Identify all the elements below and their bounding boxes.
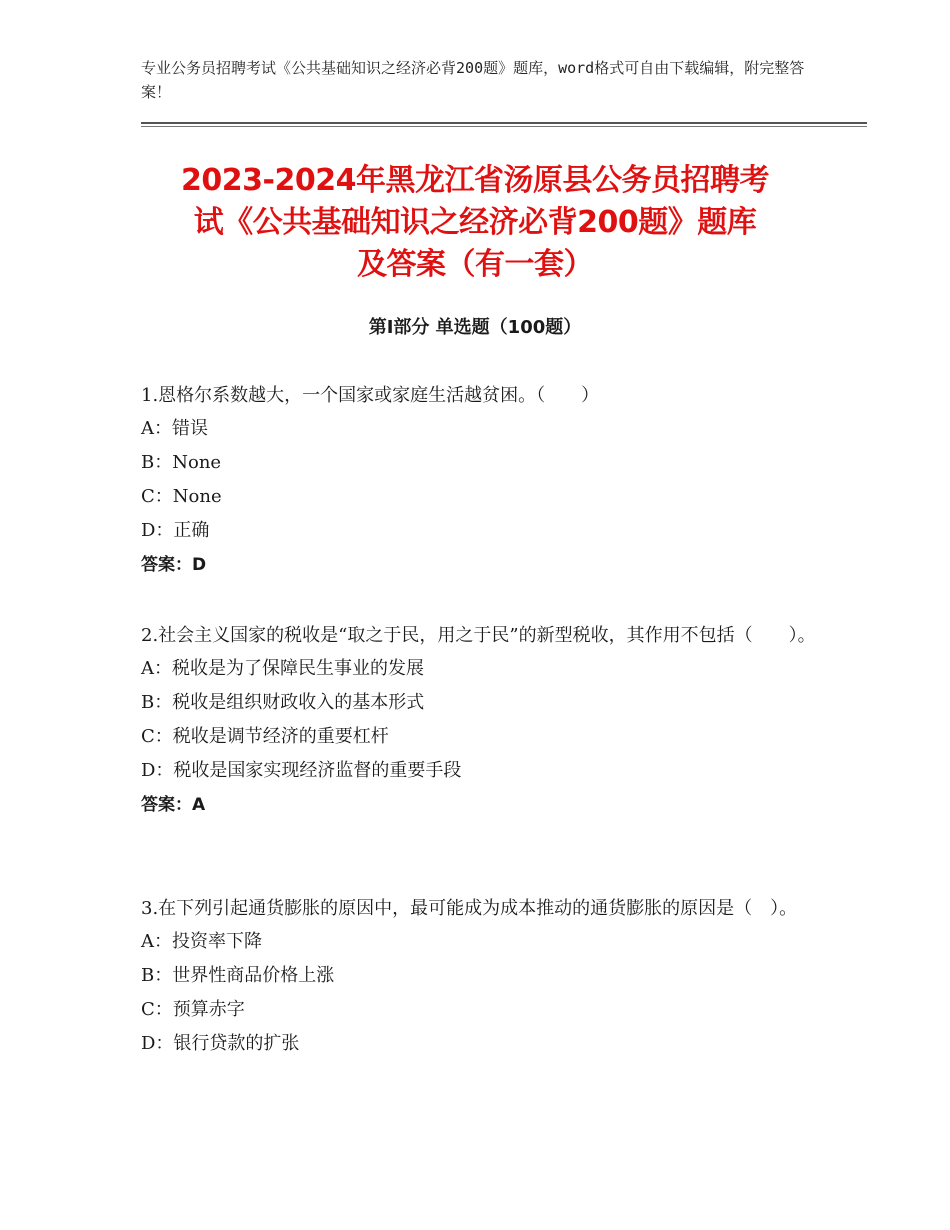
answer: 答案：A bbox=[141, 795, 206, 815]
header-divider bbox=[141, 122, 867, 124]
document-title bbox=[100, 160, 850, 286]
option-c: C：预算赤字 bbox=[141, 999, 245, 1020]
option-d: D：正确 bbox=[141, 520, 210, 541]
option-a: A：投资率下降 bbox=[141, 931, 262, 952]
question-1 bbox=[141, 379, 821, 582]
option-b: B：世界性商品价格上涨 bbox=[141, 965, 335, 986]
option-b: B：None bbox=[141, 452, 222, 473]
header-divider-thin bbox=[141, 126, 867, 127]
option-d: D：银行贷款的扩张 bbox=[141, 1033, 300, 1054]
question-stem: 3.在下列引起通货膨胀的原因中，最可能成为成本推动的通货膨胀的原因是（ ）。 bbox=[141, 898, 798, 919]
option-d: D：税收是国家实现经济监督的重要手段 bbox=[141, 760, 462, 781]
option-c: C：税收是调节经济的重要杠杆 bbox=[141, 726, 389, 747]
option-a: A：错误 bbox=[141, 418, 208, 439]
header-note: 专业公务员招聘考试《公共基础知识之经济必背200题》题库，word格式可自由下载编辑，附完整答案！ bbox=[141, 59, 805, 101]
option-c: C：None bbox=[141, 486, 222, 507]
question-stem: 1.恩格尔系数越大，一个国家或家庭生活越贫困。（ ） bbox=[141, 385, 600, 406]
title-line-1: 2023-2024年黑龙江省汤原县公务员招聘考 bbox=[181, 163, 769, 198]
option-a: A：税收是为了保障民生事业的发展 bbox=[141, 658, 424, 679]
question-stem: 2.社会主义国家的税收是“取之于民，用之于民”的新型税收，其作用不包括（ ）。 bbox=[141, 625, 816, 646]
title-line-2: 试《公共基础知识之经济必背200题》题库 bbox=[193, 205, 757, 240]
option-b: B：税收是组织财政收入的基本形式 bbox=[141, 692, 425, 713]
title-line-3: 及答案（有一套） bbox=[357, 247, 593, 282]
question-2 bbox=[141, 619, 821, 822]
answer: 答案：D bbox=[141, 555, 207, 575]
section-heading: 第Ⅰ部分 单选题（100题） bbox=[368, 317, 582, 338]
question-3 bbox=[141, 892, 821, 1061]
